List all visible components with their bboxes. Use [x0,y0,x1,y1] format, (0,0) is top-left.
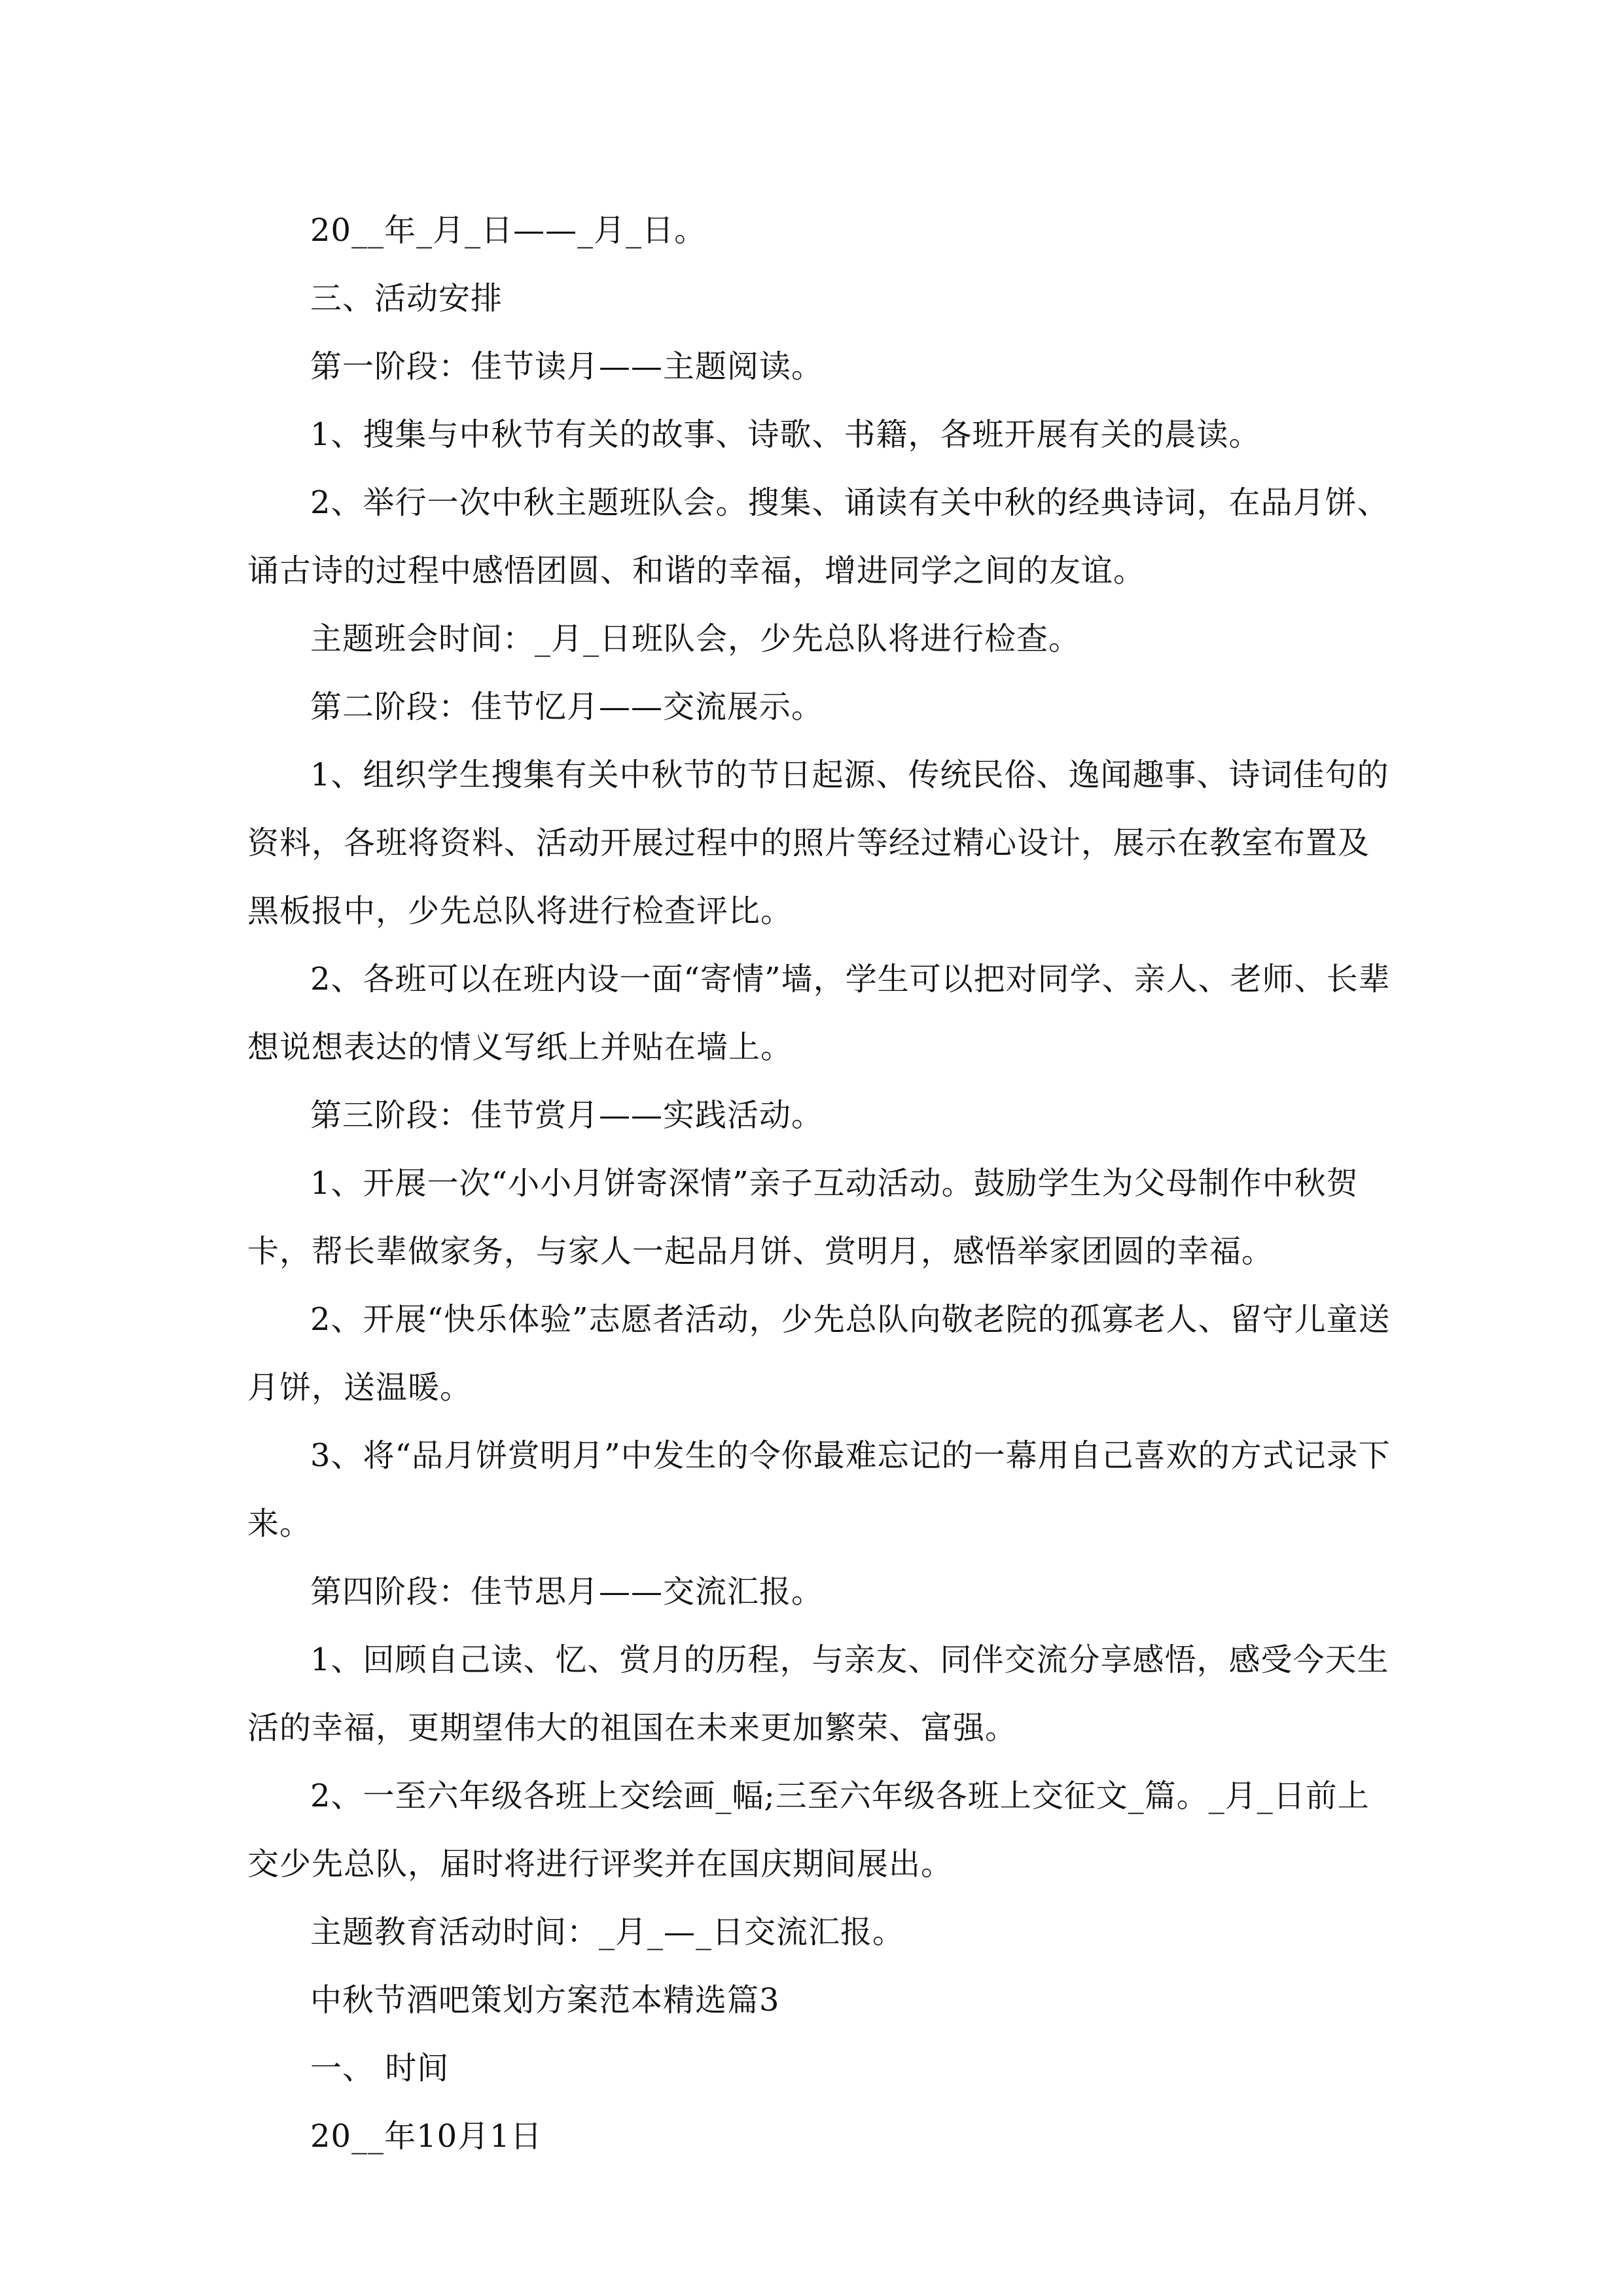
stage-one-heading: 第一阶段：佳节读月——主题阅读。 [310,348,824,385]
event-date: 20__年10月1日 [310,2118,543,2155]
stage-one-item-2: 2、举行一次中秋主题班队会。搜集、诵读有关中秋的经典诗词，在品月饼、诵古诗的过程中感悟团圆、和谐的幸福，增进同学之间的友谊。 [247,484,1389,589]
stage-four-item-1: 1、回顾自己读、忆、赏月的历程，与亲友、同伴交流分享感悟，感受今天生活的幸福，更期望伟大的祖国在未来更加繁荣、富强。 [247,1641,1389,1746]
date-range-line: 20__年_月_日——_月_日。 [310,212,707,249]
stage-one-item-1: 1、搜集与中秋节有关的故事、诗歌、书籍，各班开展有关的晨读。 [310,416,1261,453]
section-heading-activity-arrangement: 三、活动安排 [310,280,503,317]
stage-four-heading: 第四阶段：佳节思月——交流汇报。 [310,1573,824,1610]
stage-two-item-1: 1、组织学生搜集有关中秋节的节日起源、传统民俗、逸闻趣事、诗词佳句的资料，各班将资料、活动开展过程中的照片等经过精心设计，展示在教室布置及黑板报中，少先总队将进行检查评比。 [247,757,1389,929]
class-meeting-time: 主题班会时间：_月_日班队会，少先总队将进行检查。 [310,620,1081,657]
time-heading: 一、 时间 [310,2050,450,2087]
stage-three-heading: 第三阶段：佳节赏月——实践活动。 [310,1097,824,1134]
stage-three-item-1: 1、开展一次“小小月饼寄深情”亲子互动活动。鼓励学生为父母制作中秋贺卡，帮长辈做家务，与家人一起品月饼、赏明月，感悟举家团圆的幸福。 [247,1165,1359,1270]
document-body [247,196,1399,2170]
theme-activity-time: 主题教育活动时间：_月_—_日交流汇报。 [310,1914,905,1950]
article-section-title: 中秋节酒吧策划方案范本精选篇3 [310,1982,780,2018]
stage-four-item-2: 2、一至六年级各班上交绘画_幅;三至六年级各班上交征文_篇。_月_日前上交少先总队，届时将进行评奖并在国庆期间展出。 [247,1778,1370,1882]
stage-three-item-3: 3、将“品月饼赏明月”中发生的令你最难忘记的一幕用自己喜欢的方式记录下来。 [247,1437,1391,1542]
stage-two-heading: 第二阶段：佳节忆月——交流展示。 [310,689,824,725]
stage-three-item-2: 2、开展“快乐体验”志愿者活动，少先总队向敬老院的孤寡老人、留守儿童送月饼，送温暖。 [247,1301,1391,1406]
stage-two-item-2: 2、各班可以在班内设一面“寄情”墙，学生可以把对同学、亲人、老师、长辈想说想表达的情义写纸上并贴在墙上。 [247,961,1391,1066]
